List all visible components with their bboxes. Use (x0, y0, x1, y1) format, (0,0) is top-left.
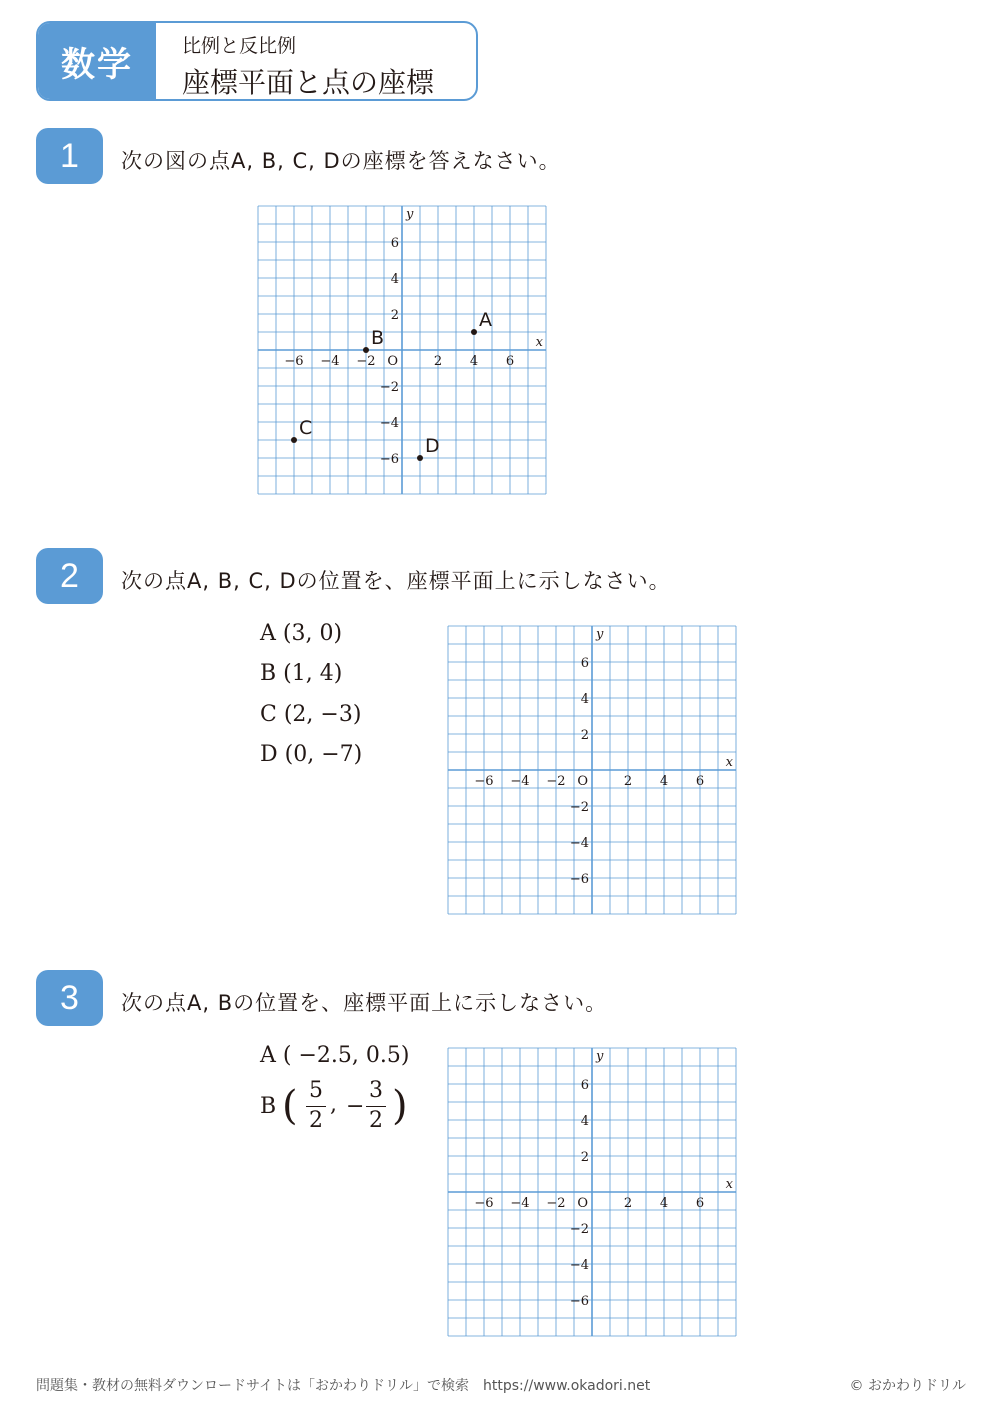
x-axis-label: x (725, 755, 733, 770)
x-tick-label: −4 (320, 354, 340, 369)
point-c-marker (291, 437, 297, 443)
point-a-marker (471, 329, 477, 335)
x-tick-label: −2 (546, 1196, 566, 1211)
y-axis-label: y (596, 627, 604, 642)
q3-point-a-coord: A ( −2.5, 0.5) (260, 1043, 410, 1068)
x-tick-label: 2 (433, 354, 443, 369)
q3-point-b-coord (260, 1078, 420, 1134)
point-b-label: B (371, 327, 385, 349)
y-tick-label: 6 (580, 656, 589, 671)
y-tick-label: 4 (580, 692, 589, 707)
footer-copyright: © おかわりドリル (849, 1378, 966, 1394)
y-tick-label: −6 (379, 452, 399, 467)
point-d-label: D (425, 435, 440, 457)
b-separator: , (330, 1092, 337, 1117)
x-tick-label: 6 (695, 1196, 705, 1211)
question-number-3: 3 (36, 970, 103, 1026)
unit-title: 比例と反比例 (182, 35, 297, 57)
y-tick-label: 4 (580, 1114, 589, 1129)
right-paren: ) (392, 1083, 408, 1129)
point-b-marker (363, 347, 369, 353)
topic-title: 座標平面と点の座標 (182, 66, 435, 99)
question-text-2: 次の点A, B, C, Dの位置を、座標平面上に示しなさい。 (121, 569, 671, 593)
point-a-coord: A (3, 0) (260, 621, 343, 646)
x-axis-label: x (725, 1177, 733, 1192)
by-numerator: 3 (369, 1078, 383, 1103)
y-tick-label: 2 (390, 308, 399, 323)
x-tick-label: −4 (510, 774, 530, 789)
bx-denominator: 2 (309, 1108, 323, 1133)
x-tick-label: 6 (505, 354, 515, 369)
y-tick-label: 4 (390, 272, 399, 287)
y-axis-label: y (596, 1049, 604, 1064)
by-denominator: 2 (369, 1108, 383, 1133)
y-tick-label: −4 (569, 1258, 589, 1273)
point-d-marker (417, 455, 423, 461)
question-number-1: 1 (36, 128, 103, 184)
coordinate-grid-2 (447, 625, 737, 915)
left-paren: ( (282, 1083, 298, 1129)
x-tick-label: −6 (284, 354, 304, 369)
y-tick-label: 6 (390, 236, 399, 251)
y-tick-label: −2 (379, 380, 399, 395)
point-c-label: C (299, 417, 313, 439)
point-b-coord: B (1, 4) (260, 661, 343, 686)
q3-point-b-label: B (260, 1094, 277, 1119)
question-number-2: 2 (36, 548, 103, 604)
x-tick-label: 4 (659, 774, 669, 789)
footer-site-info: 問題集・教材の無料ダウンロードサイトは「おかわりドリル」で検索 https://www.okadori.net (36, 1378, 651, 1394)
x-axis-label: x (535, 335, 543, 350)
by-fraction-bar (366, 1106, 386, 1107)
point-a-label: A (479, 309, 492, 331)
coordinate-grid-3 (447, 1047, 737, 1337)
x-tick-label: 4 (659, 1196, 669, 1211)
point-c-coord: C (2, −3) (260, 702, 362, 727)
x-tick-label: −6 (474, 1196, 494, 1211)
coordinate-grid-1 (257, 205, 547, 495)
worksheet-header (36, 21, 478, 101)
subject-label: 数学 (38, 23, 156, 99)
by-minus: − (346, 1094, 365, 1119)
y-tick-label: 6 (580, 1078, 589, 1093)
y-tick-label: −4 (569, 836, 589, 851)
x-tick-label: −2 (356, 354, 376, 369)
origin-label: O (387, 354, 398, 369)
y-tick-label: 2 (580, 728, 589, 743)
y-tick-label: −6 (569, 1294, 589, 1309)
x-tick-label: −6 (474, 774, 494, 789)
y-tick-label: −4 (379, 416, 399, 431)
question-text-1: 次の図の点A, B, C, Dの座標を答えなさい。 (121, 149, 561, 173)
origin-label: O (577, 1196, 588, 1211)
question-text-3: 次の点A, Bの位置を、座標平面上に示しなさい。 (121, 991, 608, 1015)
y-tick-label: −2 (569, 800, 589, 815)
y-tick-label: 2 (580, 1150, 589, 1165)
x-tick-label: 4 (469, 354, 479, 369)
y-tick-label: −2 (569, 1222, 589, 1237)
y-tick-label: −6 (569, 872, 589, 887)
origin-label: O (577, 774, 588, 789)
x-tick-label: 2 (623, 774, 633, 789)
x-tick-label: 2 (623, 1196, 633, 1211)
x-tick-label: 6 (695, 774, 705, 789)
x-tick-label: −2 (546, 774, 566, 789)
x-tick-label: −4 (510, 1196, 530, 1211)
bx-fraction-bar (306, 1106, 326, 1107)
y-axis-label: y (406, 207, 414, 222)
bx-numerator: 5 (309, 1078, 323, 1103)
point-d-coord: D (0, −7) (260, 742, 363, 767)
